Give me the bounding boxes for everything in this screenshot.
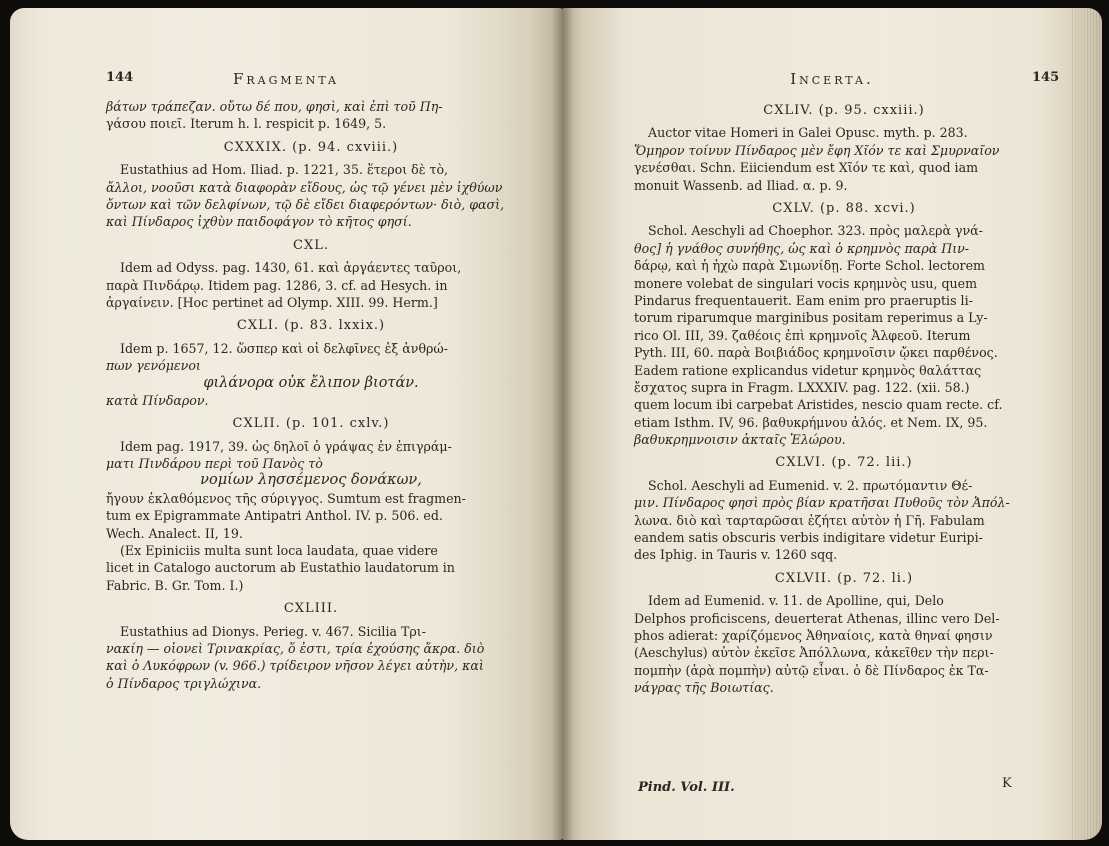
text-line: Eustathius ad Hom. Iliad. p. 1221, 35. ἕτεροι δὲ τὸ,	[120, 162, 449, 178]
left-page-text	[106, 98, 516, 692]
text-line: καὶ Πίνδαρος ἰχθὺν παιδοφάγον τὸ κῆτος φησί.	[106, 214, 412, 230]
text-line: γάσου ποιεῖ. Iterum h. l. respicit p. 1649, 5.	[106, 116, 387, 132]
text-line: κατὰ Πίνδαρον.	[106, 392, 209, 408]
text-line: Ὅμηρον τοίνυν Πίνδαρος μὲν ἔφη Χῖόν τε καὶ Σμυρναῖον	[634, 142, 1000, 158]
page-number: 144	[106, 70, 134, 85]
text-line: (Ex Epiniciis multa sunt loca laudata, quae videre	[120, 543, 438, 559]
text-line: Fabric. B. Gr. Tom. I.)	[106, 577, 244, 593]
text-line: ἔσχατος supra in Fragm. LXXXIV. pag. 122. (xii. 58.)	[634, 379, 970, 395]
fragment-heading: CXLI. (p. 83. lxxix.)	[236, 318, 386, 334]
text-line: Eadem ratione explicandus videtur κρημνὸς θαλάττας	[634, 362, 982, 378]
text-line: ματι Πινδάρου περὶ τοῦ Πανὸς τὸ	[106, 456, 323, 472]
book-gutter	[552, 8, 574, 840]
text-line: παρὰ Πινδάρῳ. Itidem pag. 1286, 3. cf. ad Hesych. in	[106, 277, 448, 293]
text-line: phos adierat: χαρίζόμενος Ἀθηναίοις, κατὰ θηναί φησιν	[634, 628, 993, 643]
text-line: θος] ἡ γνάθος συνήθης, ὡς καὶ ὁ κρημνὸς παρὰ Πιν-	[634, 240, 970, 256]
text-line: rico Ol. III, 39. ζαθέοις ἐπὶ κρημνοῖς Ἀλφεοῦ. Iterum	[634, 327, 971, 343]
text-line: monuit Wassenb. ad Iliad. α. p. 9.	[634, 177, 848, 193]
text-line: Idem ad Eumenid. v. 11. de Apolline, qui, Delo	[648, 593, 944, 609]
running-head: Incerta.	[790, 70, 874, 88]
text-line: Idem ad Odyss. pag. 1430, 61. καὶ ἀργάεντες ταῦροι,	[120, 260, 462, 276]
text-line: Delphos proficiscens, deuerterat Athenas, illinc vero Del-	[634, 610, 1000, 626]
text-line: νομίων λησσέμενος δονάκων,	[200, 472, 422, 489]
right-page	[562, 8, 1102, 840]
text-line: νάγρας τῆς Βοιωτίας.	[634, 680, 774, 696]
text-line: eandem satis obscuris verbis indigitare videtur Euripi-	[634, 530, 983, 546]
text-line: monere volebat de singulari vocis κρημνὸς usu, quem	[634, 275, 978, 291]
right-page-text	[634, 96, 1054, 697]
fragment-heading: CXLIV. (p. 95. cxxiii.)	[763, 103, 925, 118]
text-line: Idem pag. 1917, 39. ὡς δηλοῖ ὁ γράψας ἐν ἐπιγράμ-	[120, 438, 452, 454]
text-line: (Aeschylus) αὐτὸν ἐκεῖσε Ἀπόλλωνα, κἀκεῖθεν τὴν περι-	[634, 645, 994, 661]
text-line: quem locum ibi carpebat Aristides, nescio quam recte. cf.	[634, 397, 1003, 413]
text-line: Auctor vitae Homeri in Galei Opusc. myth. p. 283.	[648, 125, 968, 141]
text-line: πομπὴν (ἀρὰ πομπὴν) αὐτῷ εἶναι. ὁ δὲ Πίνδαρος ἐκ Τα-	[634, 662, 989, 678]
text-line: λωνα. διὸ καὶ ταρταρῶσαι ἐζήτει αὐτὸν ἡ Γῆ. Fabulam	[634, 512, 985, 528]
fragment-heading: CXLVI. (p. 72. lii.)	[775, 455, 913, 471]
text-line: Pindarus frequentauerit. Eam enim pro praeruptis li-	[634, 292, 973, 308]
text-line: καὶ ὁ Λυκόφρων (v. 966.) τρίδειρον νῆσον λέγει αὐτὴν, καὶ	[106, 658, 484, 674]
text-line: tum ex Epigrammate Antipatri Anthol. IV. p. 506. ed.	[106, 508, 443, 524]
text-line: μιν. Πίνδαρος φησὶ πρὸς βίαν κρατῆσαι Πυθοῦς τὸν Ἀπόλ-	[634, 495, 1010, 511]
fragment-heading: CXXXIX. (p. 94. cxviii.)	[223, 139, 399, 155]
text-line: torum riparumque marginibus positam reperimus a Ly-	[634, 310, 988, 326]
text-line: πων γενόμενοι	[106, 358, 201, 374]
page-number: 145	[1032, 70, 1060, 85]
text-line: des Iphig. in Tauris v. 1260 sqq.	[634, 547, 838, 563]
text-line: Eustathius ad Dionys. Perieg. v. 467. Sicilia Τρι-	[120, 623, 426, 639]
text-line: Wech. Analect. II, 19.	[106, 525, 243, 541]
text-line: φιλάνορα οὐκ ἔλιπον βιοτάν.	[203, 374, 419, 391]
text-line: ἀργαίνειν. [Hoc pertinet ad Olymp. XIII. 99. Herm.]	[106, 294, 438, 310]
text-line: ἤγουν ἐκλαθόμενος τῆς σύριγγος. Sumtum est fragmen-	[106, 490, 466, 506]
fragment-heading: CXL.	[293, 237, 329, 253]
text-line: νακίη — οἱονεὶ Τρινακρίας, ὅ ἐστι, τρία ἐχούσης ἄκρα. διὸ	[106, 641, 485, 657]
signature-mark: K	[1002, 776, 1012, 791]
text-line: Idem p. 1657, 12. ὥσπερ καὶ οἱ δελφῖνες ἐξ ἀνθρώ-	[120, 340, 448, 356]
fragment-heading: CXLII. (p. 101. cxlv.)	[232, 416, 390, 432]
fragment-heading: CXLVII. (p. 72. li.)	[774, 570, 914, 586]
text-line: ὁ Πίνδαρος τριγλώχινα.	[106, 675, 262, 691]
text-line: γενέσθαι. Schn. Eiiciendum est Χῖόν τε καὶ, quod iam	[634, 160, 979, 176]
text-line: δάρῳ, καὶ ἡ ἠχὼ παρὰ Σιμωνίδῃ. Forte Schol. lectorem	[634, 258, 985, 274]
fragment-heading: CXLV. (p. 88. xcvi.)	[772, 200, 916, 216]
text-line: licet in Catalogo auctorum ab Eustathio laudatorum in	[106, 560, 455, 576]
text-line: Pyth. III, 60. παρὰ Βοιβιάδος κρημνοῖσιν ᾤκει παρθένος.	[634, 345, 998, 361]
text-line: βάτων τράπεζαν. οὔτω δέ που, φησὶ, καὶ ἐπὶ τοῦ Πη-	[106, 99, 443, 114]
signature-line: Pind. Vol. III.	[638, 780, 735, 795]
text-line: ἄλλοι, νοοῦσι κατὰ διαφορὰν εἴδους, ὡς τῷ γένει μὲν ἰχθύων	[106, 179, 503, 195]
text-line: ὄντων καὶ τῶν δελφίνων, τῷ δὲ εἴδει διαφερόντων· διὸ, φασὶ,	[106, 196, 505, 212]
running-head: Fragmenta	[232, 70, 340, 88]
text-line: βαθυκρημνοισιν ἀκταῖς Ἐλώρου.	[634, 432, 846, 448]
left-page	[10, 8, 562, 840]
text-line: Schol. Aeschyli ad Choephor. 323. πρὸς μαλερὰ γνά-	[648, 223, 983, 239]
text-line: etiam Isthm. IV, 96. βαθυκρήμνου ἁλός. et Nem. IX, 95.	[634, 414, 988, 430]
fragment-heading: CXLIII.	[283, 601, 339, 617]
open-book	[10, 8, 1102, 840]
text-line: Schol. Aeschyli ad Eumenid. v. 2. πρωτόμαντιν Θέ-	[648, 477, 973, 493]
